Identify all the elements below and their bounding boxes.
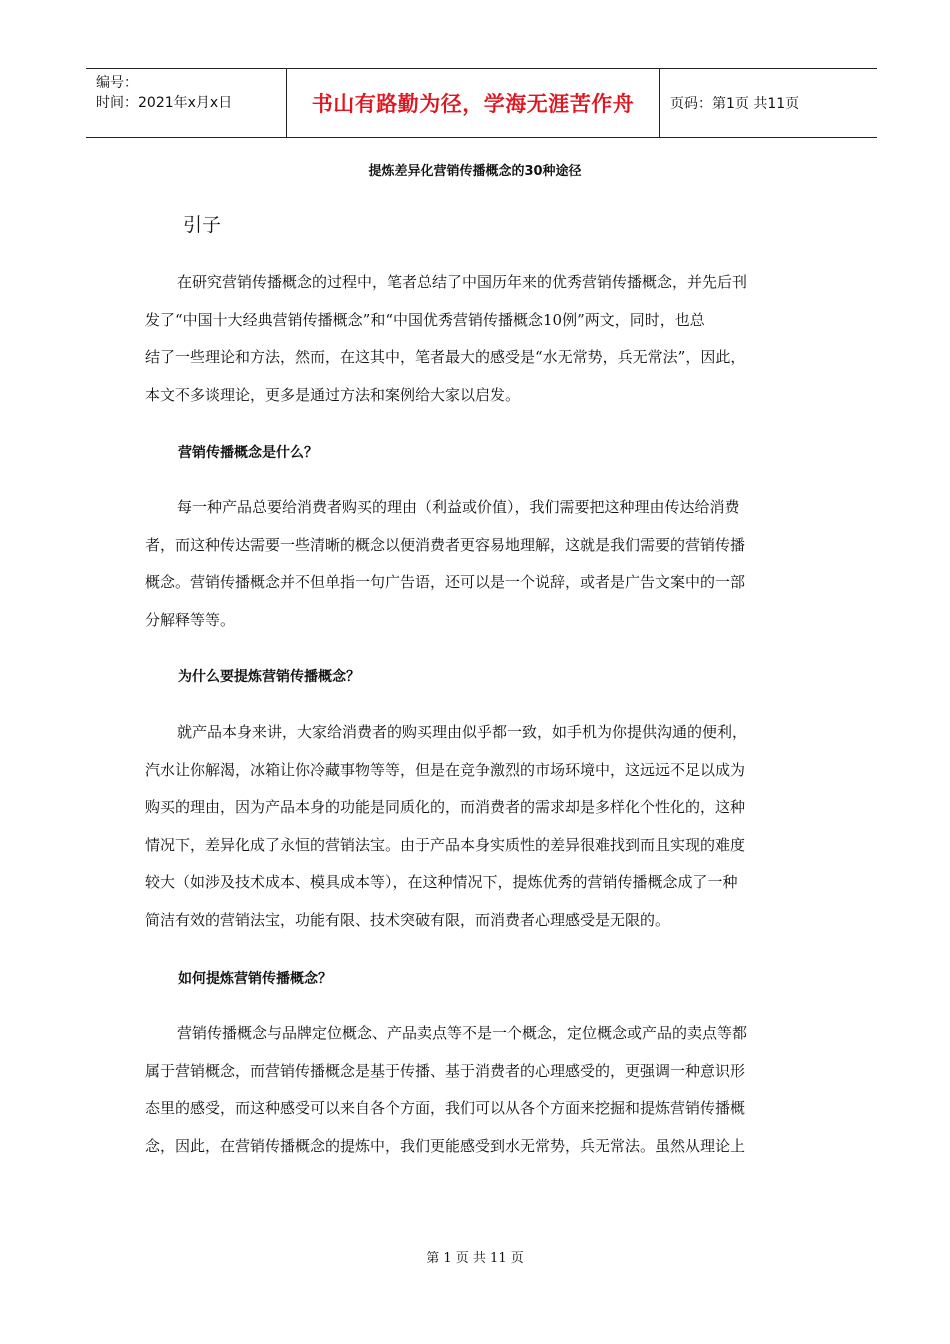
intro-heading: 引子: [183, 214, 222, 236]
paragraph-line: 营销传播概念与品牌定位概念、产品卖点等不是一个概念，定位概念或产品的卖点等都: [177, 1024, 748, 1042]
document-title: 提炼差异化营销传播概念的30种途径: [368, 164, 582, 179]
what-paragraph: [145, 489, 825, 639]
paragraph-line: 较大（如涉及技术成本、模具成本等），在这种情况下，提炼优秀的营销传播概念成了一种: [145, 873, 738, 891]
page-info: 页码：第1页 共11页: [670, 96, 800, 112]
paragraph-line: 汽水让你解渴，冰箱让你冷藏事物等等，但是在竞争激烈的市场环境中，这远远不足以成为: [145, 760, 746, 779]
paragraph-line: 概念。营销传播概念并不但单指一句广告语，还可以是一个说辞，或者是广告文案中的一部: [145, 573, 746, 591]
paragraph-line: 属于营销概念，而营销传播概念是基于传播、基于消费者的心理感受的，更强调一种意识形: [145, 1061, 746, 1080]
header-table: [86, 68, 877, 138]
header-meta-cell: [86, 69, 287, 137]
paragraph-line: 每一种产品总要给消费者购买的理由（利益或价值），我们需要把这种理由传达给消费: [177, 498, 740, 516]
header-motto-cell: [287, 69, 660, 137]
paragraph-line: 发了“中国十大经典营销传播概念”和“中国优秀营销传播概念10例”两文，同时，也总: [145, 310, 705, 329]
paragraph-line: 在研究营销传播概念的过程中，笔者总结了中国历年来的优秀营销传播概念，并先后刊: [177, 273, 748, 291]
paragraph-line: 本文不多谈理论，更多是通过方法和案例给大家以启发。: [145, 385, 521, 404]
paragraph-line: 分解释等等。: [145, 610, 236, 629]
section-heading-what: 营销传播概念是什么？: [178, 445, 318, 461]
paragraph-line: 情况下，差异化成了永恒的营销法宝。由于产品本身实质性的差异很难找到而且实现的难度: [145, 835, 746, 854]
paragraph-line: 就产品本身来讲，大家给消费者的购买理由似乎都一致，如手机为你提供沟通的便利，: [177, 723, 748, 741]
header-page-cell: [660, 69, 877, 137]
section-heading-why: 为什么要提炼营销传播概念？: [178, 669, 360, 685]
motto-text: 书山有路勤为径，学海无涯苦作舟: [311, 92, 635, 116]
paragraph-line: 者，而这种传达需要一些清晰的概念以便消费者更容易地理解，这就是我们需要的营销传播: [145, 535, 746, 554]
paragraph-line: 念，因此，在营销传播概念的提炼中，我们更能感受到水无常势，兵无常法。虽然从理论上: [145, 1136, 746, 1155]
paragraph-line: 态里的感受，而这种感受可以来自各个方面，我们可以从各个方面来挖掘和提炼营销传播概: [145, 1099, 746, 1117]
time-label: 时间：2021年x月x日: [96, 95, 233, 111]
number-label: 编号：: [96, 75, 138, 91]
paragraph-line: 简洁有效的营销法宝，功能有限、技术突破有限，而消费者心理感受是无限的。: [145, 910, 671, 929]
page-footer: 第 1 页 共 11 页: [426, 1251, 524, 1266]
intro-paragraph: [145, 264, 825, 414]
section-heading-how: 如何提炼营销传播概念？: [178, 971, 332, 987]
how-paragraph: [145, 1015, 825, 1165]
paragraph-line: 购买的理由，因为产品本身的功能是同质化的，而消费者的需求却是多样化个性化的，这种: [145, 798, 746, 816]
paragraph-line: 结了一些理论和方法，然而，在这其中，笔者最大的感受是“水无常势，兵无常法”，因此，: [145, 348, 746, 366]
why-paragraph: [145, 714, 825, 939]
